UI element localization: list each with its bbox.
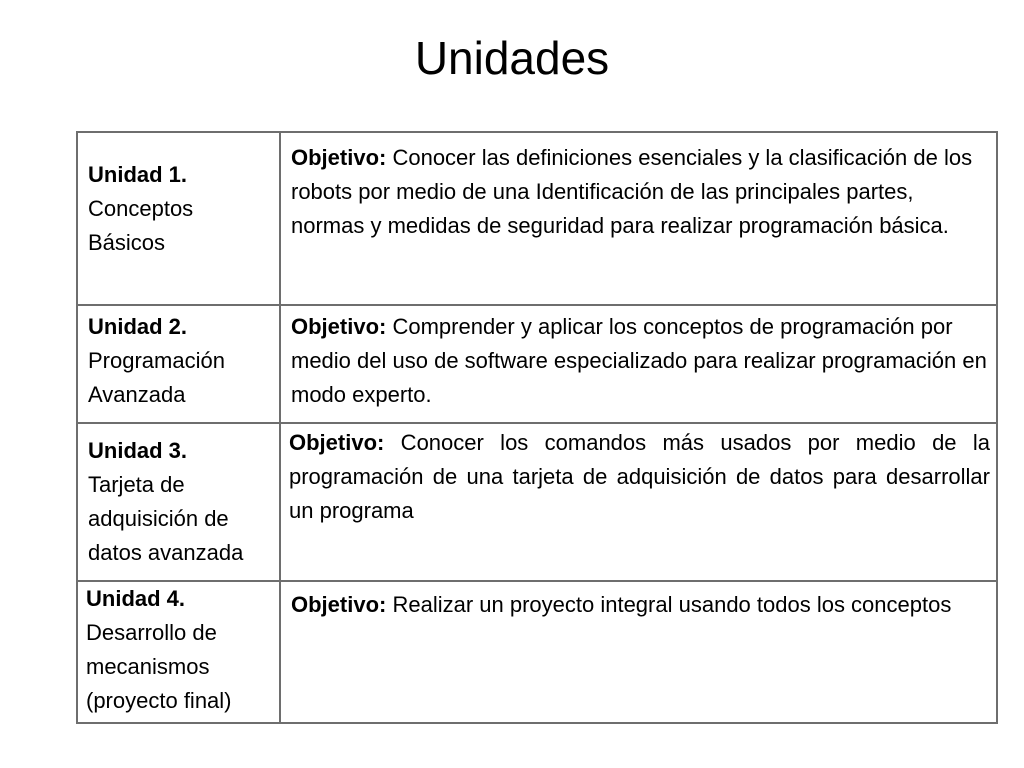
objective-text: Conocer los comandos más usados por medio de la programación de una tarjeta de adquisición de datos para desarrollar un programa [289,430,990,523]
objective-label: Objetivo: [291,314,387,339]
unit-row-4 [77,581,997,723]
unit-description: Programación Avanzada [88,348,225,407]
objective-text: Realizar un proyecto integral usando todos los conceptos [386,592,952,617]
objective-cell [280,305,997,423]
unit-row-2 [77,305,997,423]
objective-label: Objetivo: [289,430,385,455]
unit-name: Unidad 3. [88,438,188,463]
units-table [76,131,998,724]
unit-row-1 [77,132,997,305]
objective-cell [280,581,997,723]
unit-cell [77,132,280,305]
objective-label: Objetivo: [291,592,387,617]
unit-name: Unidad 1. [88,162,188,187]
objective-cell [280,423,997,581]
unit-description: Tarjeta de adquisición de datos avanzada [88,472,244,565]
unit-row-3 [77,423,997,581]
unit-name: Unidad 4. [86,586,186,611]
objective-label: Objetivo: [291,145,387,170]
slide-title: Unidades [414,32,610,84]
unit-cell [77,305,280,423]
objective-cell [280,132,997,305]
unit-description: Desarrollo de mecanismos (proyecto final) [86,620,232,713]
unit-description: Conceptos Básicos [88,196,194,255]
unit-cell [77,581,280,723]
unit-name: Unidad 2. [88,314,188,339]
objective-text: Conocer las definiciones esenciales y la clasificación de los robots por medio de una Identificación de las principales partes, normas y medidas de seguridad para realizar programación básica. [291,145,973,238]
unit-cell [77,423,280,581]
objective-text: Comprender y aplicar los conceptos de programación por medio del uso de software especializado para realizar programación en modo experto. [291,314,987,407]
